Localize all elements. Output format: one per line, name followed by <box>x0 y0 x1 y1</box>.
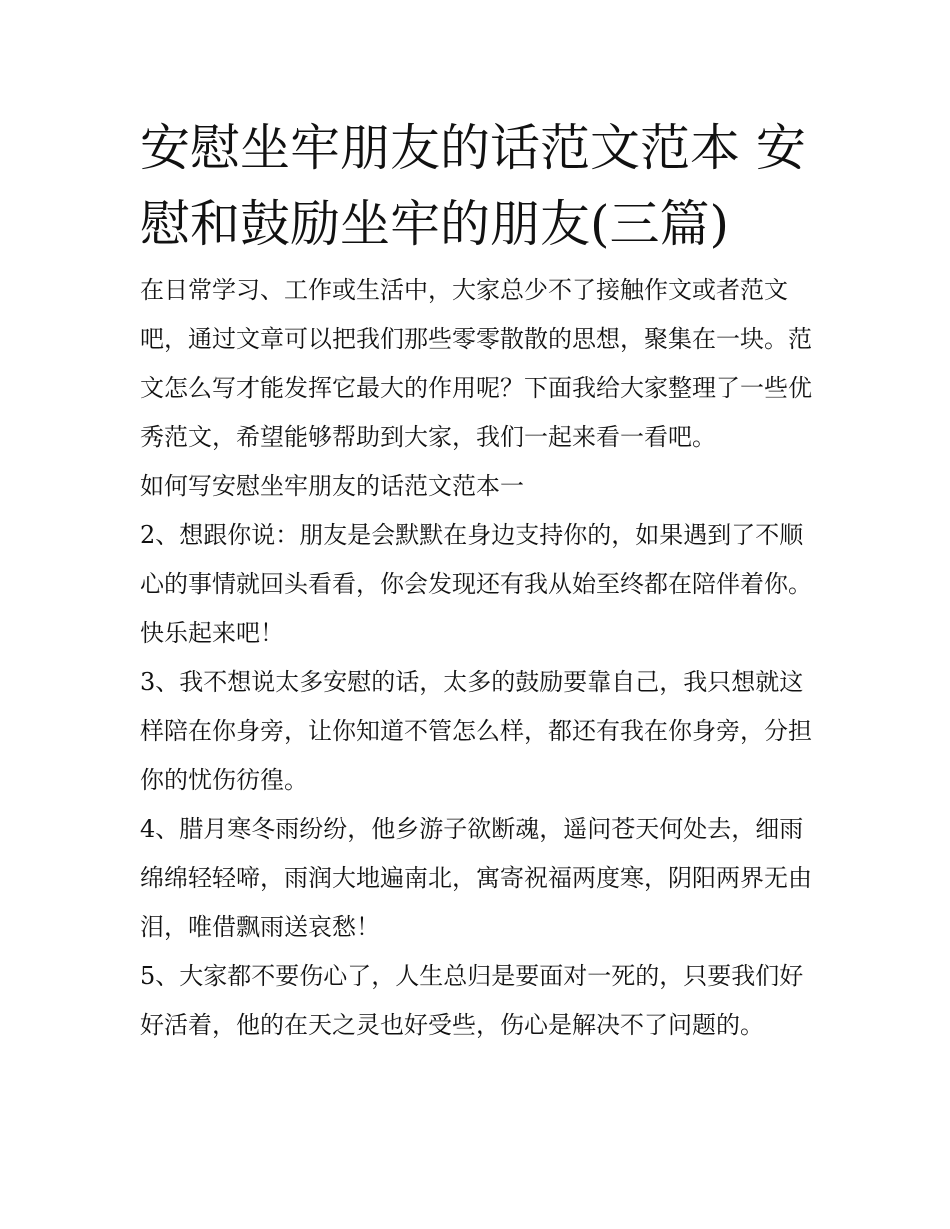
list-item-4: 4、腊月寒冬雨纷纷，他乡游子欲断魂，遥问苍天何处去，细雨绵绵轻轻啼，雨润大地遍南北，寓寄祝福两度寒，阴阳两界无由泪，唯借飘雨送哀愁！ <box>140 815 812 941</box>
document-body <box>140 110 820 1050</box>
list-item-2: 2、想跟你说：朋友是会默默在身边支持你的，如果遇到了不顺心的事情就回头看看，你会发现还有我从始至终都在陪伴着你。快乐起来吧！ <box>140 521 812 647</box>
list-item-3: 3、我不想说太多安慰的话，太多的鼓励要靠自己，我只想就这样陪在你身旁，让你知道不管怎么样，都还有我在你身旁，分担你的忧伤彷徨。 <box>140 668 812 794</box>
list-item-5: 5、大家都不要伤心了，人生总归是要面对一死的，只要我们好好活着，他的在天之灵也好受些，伤心是解决不了问题的。 <box>140 962 804 1039</box>
section-heading: 如何写安慰坐牢朋友的话范文范本一 <box>140 472 524 500</box>
document-title: 安慰坐牢朋友的话范文范本 安慰和鼓励坐牢的朋友(三篇) <box>140 119 806 253</box>
intro-paragraph: 在日常学习、工作或生活中，大家总少不了接触作文或者范文吧，通过文章可以把我们那些零零散散的思想，聚集在一块。范文怎么写才能发挥它最大的作用呢？下面我给大家整理了一些优秀范文，希望能够帮助到大家，我们一起来看一看吧。 <box>140 276 812 451</box>
